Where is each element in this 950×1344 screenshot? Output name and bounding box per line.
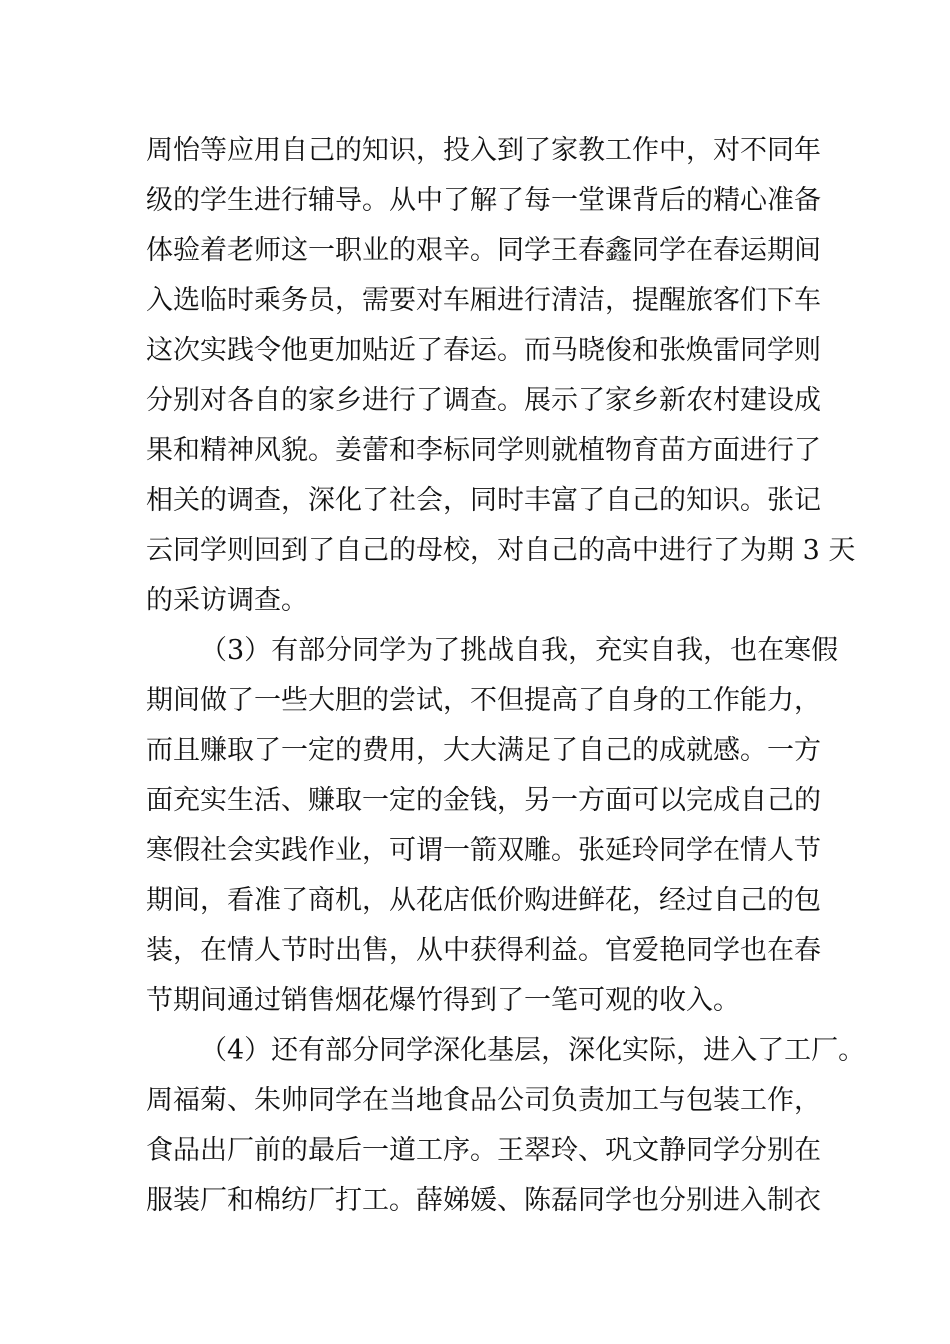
text-line: 装，在情人节时出售，从中获得利益。官爱艳同学也在春 [146,935,821,966]
text-line: 期间做了一些大胆的尝试，不但提高了自身的工作能力， [146,685,821,716]
document-body [146,126,866,1226]
text-line: 这次实践令他更加贴近了春运。而马晓俊和张焕雷同学则 [146,335,821,366]
text-line: 周福菊、朱帅同学在当地食品公司负责加工与包装工作， [146,1085,821,1116]
text-line: 而且赚取了一定的费用，大大满足了自己的成就感。一方 [146,735,821,766]
text-line: 面充实生活、赚取一定的金钱，另一方面可以完成自己的 [146,785,821,816]
text-line: 体验着老师这一职业的艰辛。同学王春鑫同学在春运期间 [146,235,821,266]
text-line: 分别对各自的家乡进行了调查。展示了家乡新农村建设成 [146,385,821,416]
text-line: 节期间通过销售烟花爆竹得到了一笔可观的收入。 [146,985,740,1016]
text-line: 级的学生进行辅导。从中了解了每一堂课背后的精心准备 [146,185,821,216]
text-line: 入选临时乘务员，需要对车厢进行清洁，提醒旅客们下车 [146,285,821,316]
paragraph-first-line: （3）有部分同学为了挑战自我，充实自我，也在寒假 [200,635,839,666]
text-line: 食品出厂前的最后一道工序。王翠玲、巩文静同学分别在 [146,1135,821,1166]
text-line: 期间，看准了商机，从花店低价购进鲜花，经过自己的包 [146,885,821,916]
text-line: 果和精神风貌。姜蕾和李标同学则就植物育苗方面进行了 [146,435,821,466]
text-line: 云同学则回到了自己的母校，对自己的高中进行了为期 3 天 [146,535,856,566]
text-line: 相关的调查，深化了社会，同时丰富了自己的知识。张记 [146,485,821,516]
text-line: 的采访调查。 [146,585,308,616]
text-line: 周怡等应用自己的知识，投入到了家教工作中，对不同年 [146,135,821,166]
paragraph-first-line: （4）还有部分同学深化基层，深化实际，进入了工厂。 [200,1035,866,1066]
text-line: 服装厂和棉纺厂打工。薛娣媛、陈磊同学也分别进入制衣 [146,1185,821,1216]
text-line: 寒假社会实践作业，可谓一箭双雕。张延玲同学在情人节 [146,835,821,866]
